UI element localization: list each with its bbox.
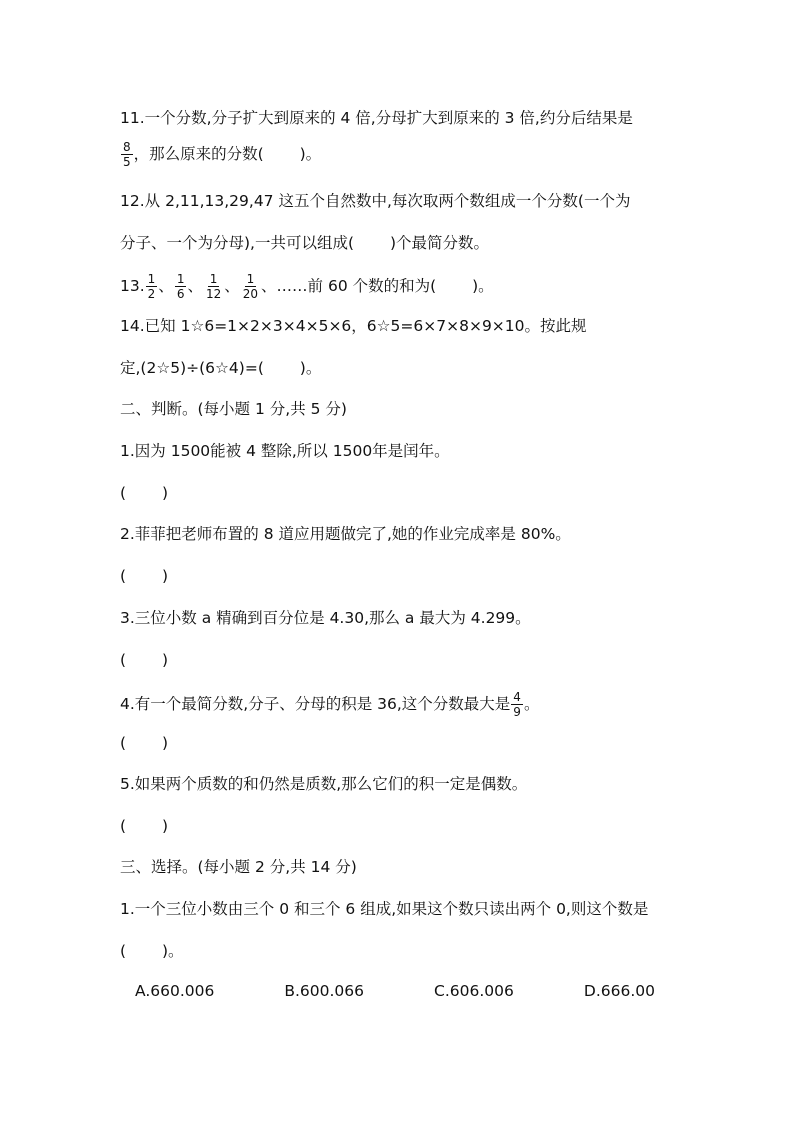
fraction-denominator: 12 [205, 287, 222, 301]
q11-line2-text: ，那么原来的分数( )。 [133, 145, 322, 163]
judge-q1-answer: ( ) [120, 484, 169, 502]
judge-q1: 1.因为 1500能被 4 整除,所以 1500年是闰年。 [120, 442, 450, 460]
fraction-8-5 [121, 140, 133, 169]
fraction-denominator: 9 [513, 705, 521, 719]
judge-q3: 3.三位小数 a 精确到百分位是 4.30,那么 a 最大为 4.299。 [120, 609, 531, 627]
fraction-denominator: 20 [242, 287, 259, 301]
option-d: D.666.00 [583, 982, 655, 1000]
judge-q4-end: 。 [523, 695, 540, 713]
q11-line2 [120, 140, 321, 169]
judge-q5: 5.如果两个质数的和仍然是质数,那么它们的积一定是偶数。 [120, 775, 528, 793]
fraction-denominator: 5 [123, 155, 131, 169]
q14-line2: 定,(2☆5)÷(6☆4)=( )。 [120, 359, 322, 377]
fraction-1-6 [175, 272, 187, 301]
choice-q1-line1: 1.一个三位小数由三个 0 和三个 6 组成,如果这个数只读出两个 0,则这个数是 [120, 900, 649, 918]
q11-line1: 11.一个分数,分子扩大到原来的 4 倍,分母扩大到原来的 3 倍,约分后结果是 [120, 109, 633, 127]
q14-line1: 14.已知 1☆6=1×2×3×4×5×6，6☆5=6×7×8×9×10。按此规 [120, 317, 587, 335]
judge-q4 [120, 690, 539, 719]
judge-q2: 2.菲菲把老师布置的 8 道应用题做完了,她的作业完成率是 80%。 [120, 525, 571, 543]
fraction-1-20 [241, 272, 260, 301]
fraction-numerator: 4 [513, 690, 521, 704]
q13-suffix: 、……前 60 个数的和为( )。 [261, 277, 494, 295]
judge-q3-answer: ( ) [120, 651, 169, 669]
q12-line2: 分子、一个为分母),一共可以组成( )个最简分数。 [120, 234, 489, 252]
fraction-denominator: 2 [147, 287, 156, 301]
q12-line1: 12.从 2,11,13,29,47 这五个自然数中,每次取两个数组成一个分数(一个为 [120, 192, 631, 210]
fraction-numerator: 8 [123, 140, 131, 154]
separator: 、 [187, 277, 203, 295]
section2-title: 二、判断。(每小题 1 分,共 5 分) [120, 400, 347, 418]
choice-q1-line2: ( )。 [120, 942, 184, 960]
choice-q1-options [135, 982, 655, 1000]
option-a: A.660.006 [135, 982, 215, 1000]
fraction-numerator: 1 [209, 272, 218, 286]
q13-line [120, 272, 494, 301]
fraction-numerator: 1 [176, 272, 185, 286]
option-c: C.606.006 [434, 982, 514, 1000]
section3-title: 三、选择。(每小题 2 分,共 14 分) [120, 858, 357, 876]
judge-q4-text: 4.有一个最简分数,分子、分母的积是 36,这个分数最大是 [120, 695, 511, 713]
q13-prefix: 13. [120, 277, 145, 295]
fraction-numerator: 1 [147, 272, 156, 286]
judge-q5-answer: ( ) [120, 817, 169, 835]
separator: 、 [224, 277, 240, 295]
fraction-1-12 [204, 272, 223, 301]
fraction-denominator: 6 [176, 287, 185, 301]
fraction-1-2 [146, 272, 158, 301]
option-b: B.600.066 [284, 982, 365, 1000]
separator: 、 [158, 277, 174, 295]
fraction-4-9 [511, 690, 523, 719]
judge-q2-answer: ( ) [120, 567, 169, 585]
judge-q4-answer: ( ) [120, 734, 169, 752]
fraction-numerator: 1 [246, 272, 255, 286]
